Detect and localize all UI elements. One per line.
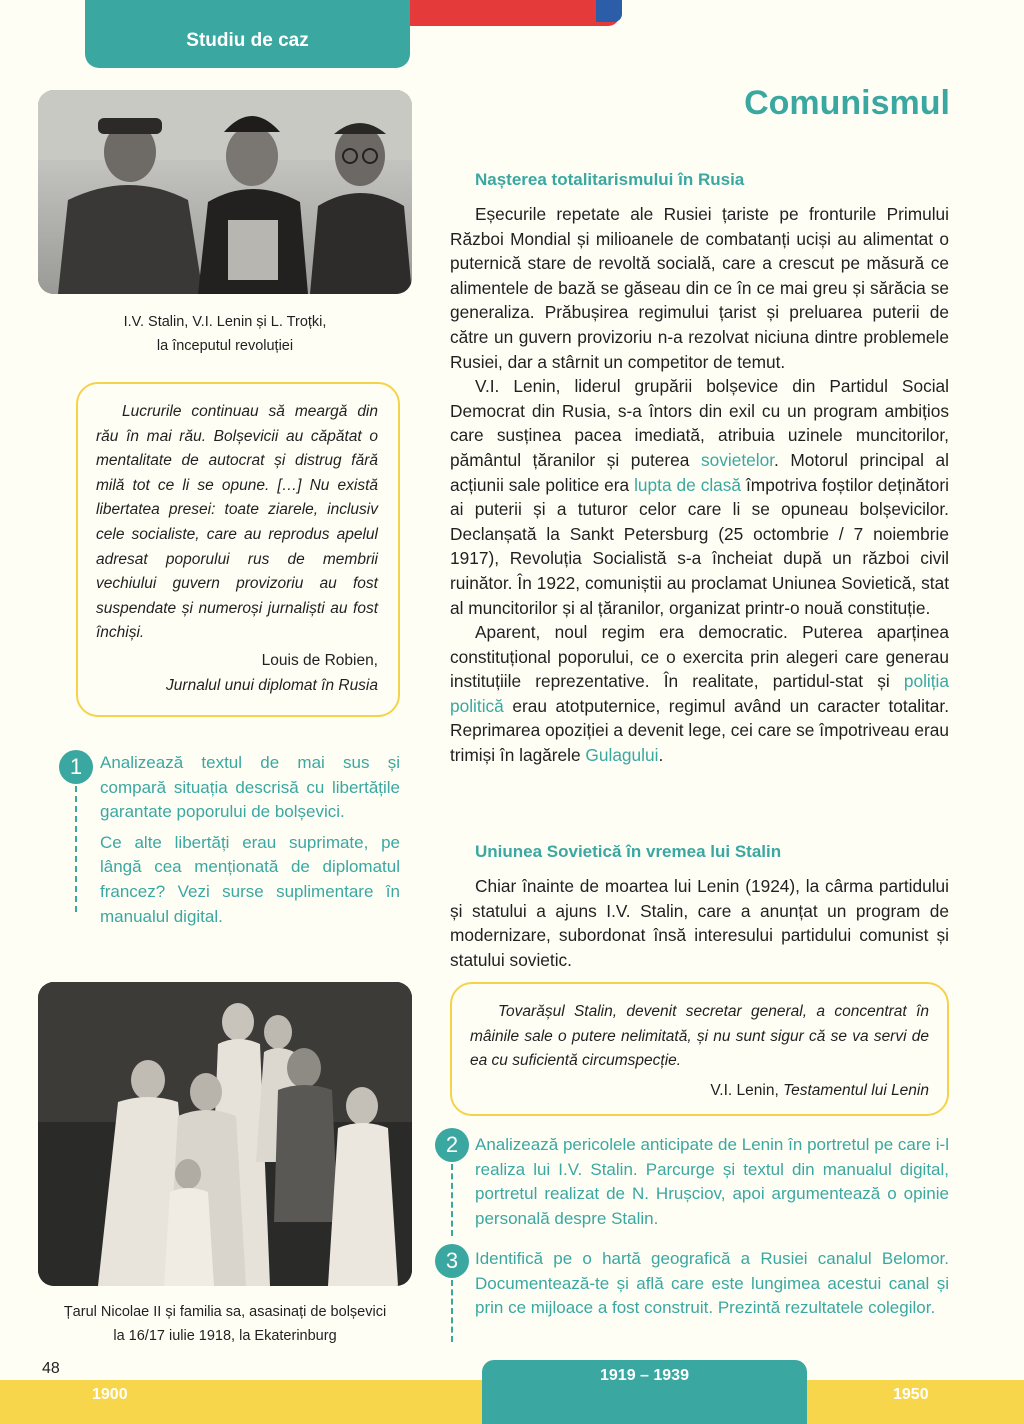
glossary-term-political-police[interactable]: poliția politică	[450, 671, 949, 716]
page-number: 48	[42, 1360, 60, 1377]
question-3	[475, 1247, 949, 1327]
photo-illustration	[38, 982, 412, 1286]
photo-tsar-family	[38, 982, 412, 1286]
timeline-end-year: 1950	[893, 1386, 929, 1403]
paragraph	[450, 620, 949, 768]
question-dashed-line	[451, 1164, 453, 1236]
caption-line: Țarul Nicolae II și familia sa, asasinați de bolșevici	[63, 1304, 387, 1320]
paragraph: Eșecurile repetate ale Rusiei țariste pe fronturile Primului Război Mondial și milioanele de combatanți uciși au alimentat o puternică stare de revoltă socială, care a crescut pe măsură ce alimentele de bază se găseau din ce în ce mai greu și sărăcia se generaliza. Prăbușirea regimului țarist și preluarea puterii de către un guvern provizoriu n-a rezolvat niciuna dintre problemele Rusiei, dar a stârnit un competitor de temut.	[450, 204, 949, 372]
quote-author: Louis de Robien,	[261, 651, 378, 669]
quote-author: V.I. Lenin,	[710, 1081, 779, 1099]
quote-box-diplomat	[76, 382, 400, 717]
question-dashed-line	[451, 1280, 453, 1342]
text-run: Aparent, noul regim era democratic. Puterea aparținea constituțional poporului, ce o exercita prin alegeri care generau instituțiile reprezentative. În realitate, partidul-stat și	[450, 622, 949, 692]
header-blue-bar	[596, 0, 622, 22]
question-1	[100, 751, 400, 935]
photo-caption-top	[38, 310, 412, 358]
question-dashed-line	[75, 786, 77, 912]
question-2	[475, 1133, 949, 1237]
caption-line: la începutul revoluției	[156, 338, 294, 354]
question-number-badge: 1	[59, 750, 93, 784]
paragraph	[450, 374, 949, 620]
quote-work: Testamentul lui Lenin	[783, 1081, 929, 1099]
text-run: erau atotputernice, regimul având un caracter totalitar. Reprimarea opoziției a devenit lege, cei care se împotriveau erau trimiși în lagărele	[450, 695, 949, 766]
text-run: .	[658, 745, 664, 766]
timeline-period: 1919 – 1939	[482, 1360, 807, 1424]
glossary-term-class-struggle[interactable]: lupta de clasă	[634, 474, 742, 495]
section-1-body	[450, 202, 949, 768]
page-title: Comunismul	[744, 84, 950, 122]
text-run: . Motorul principal al acțiunii sale politice era	[450, 449, 950, 495]
section-2-body	[450, 874, 949, 972]
caption-line: la 16/17 iulie 1918, la Ekaterinburg	[113, 1328, 337, 1344]
quote-box-lenin	[450, 982, 949, 1116]
glossary-term-soviets[interactable]: sovietelor	[700, 449, 774, 470]
question-text: Analizează textul de mai sus și compară situația descrisă cu libertățile garantate poporului de bolșevici.	[100, 753, 400, 822]
text-run: împotriva foștilor deținători ai puterii și a tuturor celor care li se opuneau bolșevicilor. Declanșată la Sankt Petersburg (25 octombrie / 7 noiembrie 1917), Revoluția Socialistă s-a încheiat după un război civil ruinător. În 1922, comuniștii au proclamat Uniunea Sovietică, stat al muncitorilor și al țăranilor, organizat printr-o nouă constituție.	[450, 474, 949, 618]
photo-caption-bottom	[38, 1300, 412, 1348]
quote-work: Jurnalul unui diplomat în Rusia	[166, 676, 378, 694]
quote-text: Lucrurile continuau să meargă din rău în mai rău. Bolșevicii au căpătat o mentalitate de autocrat și distrug fără milă tot ce li se opune. […] Nu există libertatea presei: toate ziarele, inclusiv cele socialiste, care au reprodus apelul adresat poporului rus de membrii vechiului guvern provizoriu au fost suspendate și numeroși jurnaliști au fost închiși.	[96, 403, 378, 642]
section-heading-1: Nașterea totalitarismului în Rusia	[475, 170, 745, 189]
question-text: Ce alte libertăți erau suprimate, pe lângă cea menționată de diplomatul francez? Vezi surse suplimentare în manualul digital.	[100, 832, 400, 926]
quote-source	[470, 1078, 929, 1103]
paragraph: Chiar înainte de moartea lui Lenin (1924), la cârma partidului și statului a ajuns I.V. Stalin, care a anunțat un program de modernizare, subordonat însă interesului partidului comunist și statului sovietic.	[450, 876, 949, 970]
section-heading-2: Uniunea Sovietică în vremea lui Stalin	[475, 842, 782, 861]
photo-stalin-lenin-trotsky	[38, 90, 412, 294]
question-text: Analizează pericolele anticipate de Lenin în portretul pe care i-l realiza lui I.V. Stalin. Parcurge și textul din manualul digital, portretul realizat de N. Hrușciov, apoi argumentează o opinie personală despre Stalin.	[475, 1135, 949, 1228]
question-number-badge: 2	[435, 1128, 469, 1162]
question-text: Identifică pe o hartă geografică a Rusiei canalul Belomor. Documentează-te și află care este lungimea acestui canal și prin ce mijloace a fost construit. Prezintă rezultatele colegilor.	[475, 1249, 949, 1318]
caption-line: I.V. Stalin, V.I. Lenin și L. Troțki,	[123, 314, 327, 330]
section-tab: Studiu de caz	[85, 0, 410, 68]
text-run: V.I. Lenin, liderul grupării bolșevice din Partidul Social Democrat din Rusia, s-a întors din exil cu un program ambițios care susținea pacea imediată, atribuia uzinele muncitorilor, pământul țăranilor și puterea	[450, 376, 949, 470]
quote-text: Tovarășul Stalin, devenit secretar general, a concentrat în mâinile sale o putere nelimitată, și nu sunt sigur că se va servi de ea cu suficientă circumspecție.	[470, 1003, 929, 1070]
glossary-term-gulag[interactable]: Gulagului	[585, 745, 659, 766]
question-number-badge: 3	[435, 1244, 469, 1278]
timeline-start-year: 1900	[92, 1386, 128, 1403]
photo-illustration	[38, 90, 412, 294]
